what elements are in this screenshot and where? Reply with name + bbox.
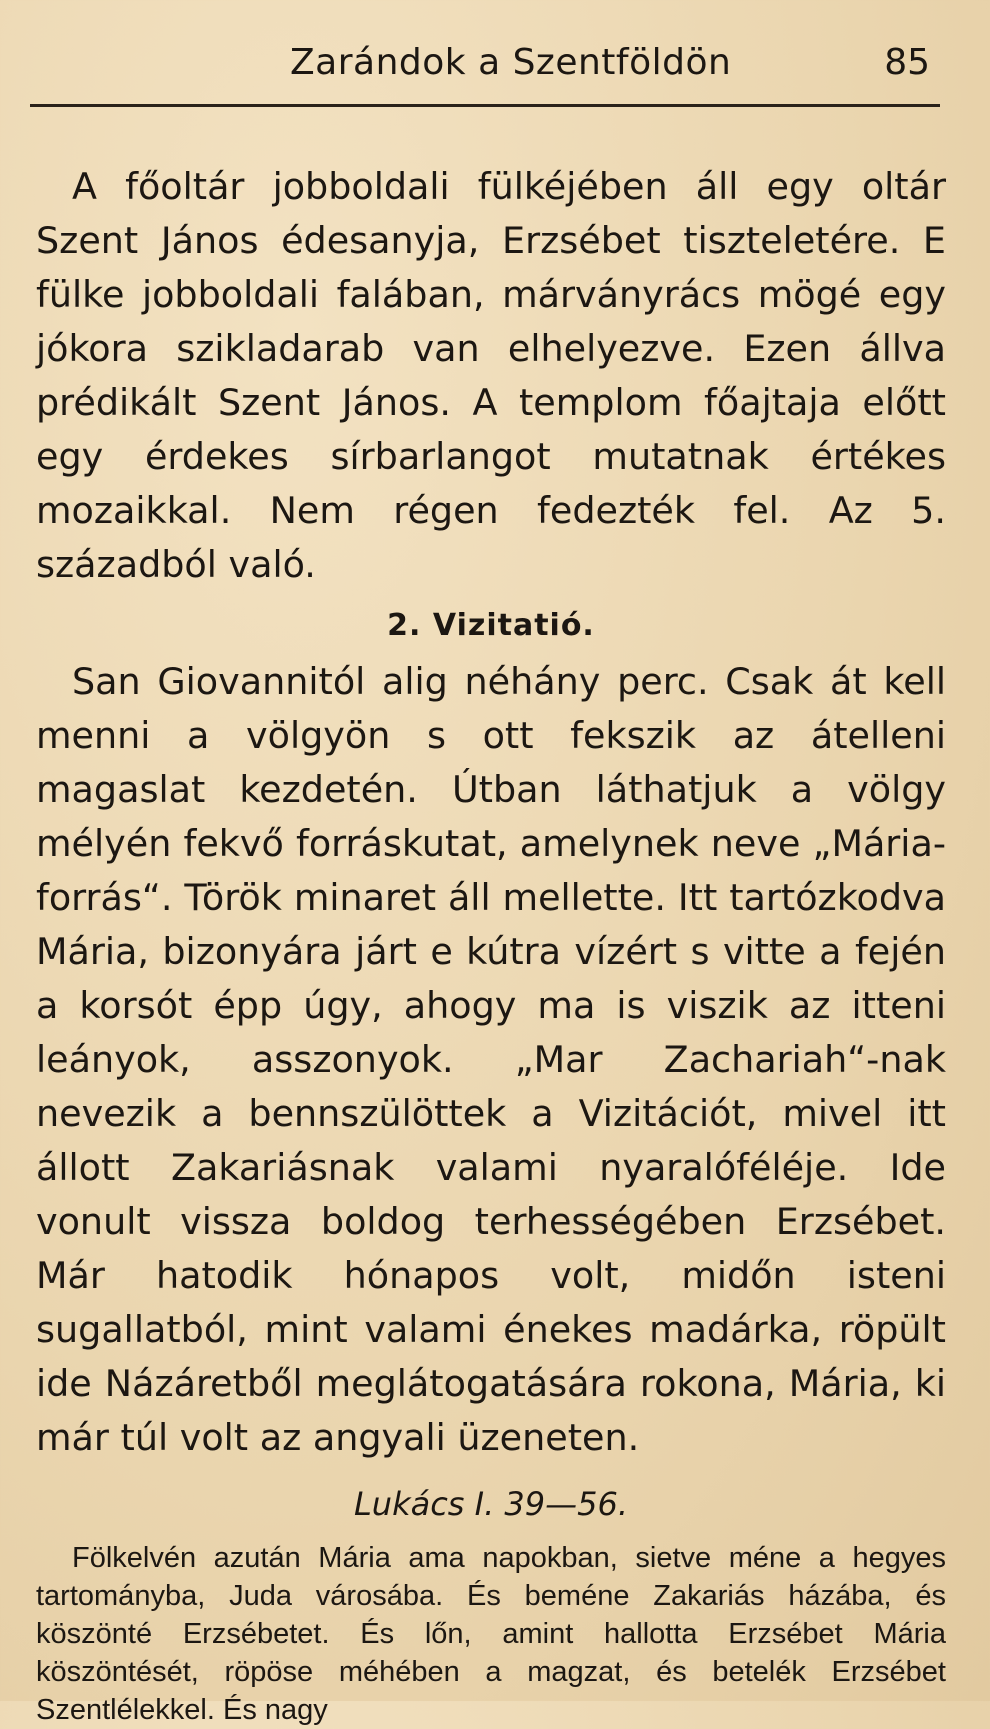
- running-title: Zarándok a Szentföldön: [290, 42, 732, 83]
- header-rule: [30, 104, 940, 107]
- paragraph-visitation: San Giovannitól alig néhány perc. Csak át kell menni a völgyön s ott fekszik az átelleni magaslat kezdetén. Útban láthatjuk a völgy mélyén fekvő forráskutat, amelynek neve „Mária-forrás“. Török minaret áll mellette. Itt tartózkodva Mária, bizonyára járt e kútra vízért s vitte a fején a korsót épp úgy, ahogy ma is viszik az itteni leányok, asszonyok. „Mar Zachariah“-nak nevezik a bennszülöttek a Vizitációt, mivel itt állott Zakariásnak valami nyaralóféléje. Ide vonult vissza boldog terhességében Erzsébet. Már hatodik hónapos volt, midőn isteni sugallatból, mint valami énekes madárka, röpült ide Názáretből meglátogatására rokona, Mária, ki már túl volt az angyali üzeneten.: [36, 660, 946, 1459]
- bible-citation: Lukács I. 39—56.: [353, 1485, 629, 1523]
- running-header: [30, 42, 960, 112]
- page-number: 85: [884, 42, 930, 83]
- paragraph-altar: A főoltár jobboldali fülkéjében áll egy oltár Szent János édesanyja, Erzsébet tiszteletére. E fülke jobboldali falában, márványrács mögé egy jókora szikladarab van elhelyezve. Ezen állva prédikált Szent János. A templom főajtaja előtt egy érdekes sírbarlangot mutatnak értékes mozaikkal. Nem régen fedezték fel. Az 5. századból való.: [36, 165, 946, 586]
- section-heading: 2. Vizitatió.: [387, 608, 595, 643]
- page-body: [36, 160, 946, 1729]
- scripture-quote: Fölkelvén azután Mária ama napokban, sietve méne a hegyes tartományba, Juda városába. És beméne Zakariás házába, és köszönté Erzsébetet. És lőn, amint hallotta Erzsébet Mária köszöntését, röpöse méhében a magzat, és betelék Erzsébet Szentlélekkel. És nagy: [36, 1542, 946, 1726]
